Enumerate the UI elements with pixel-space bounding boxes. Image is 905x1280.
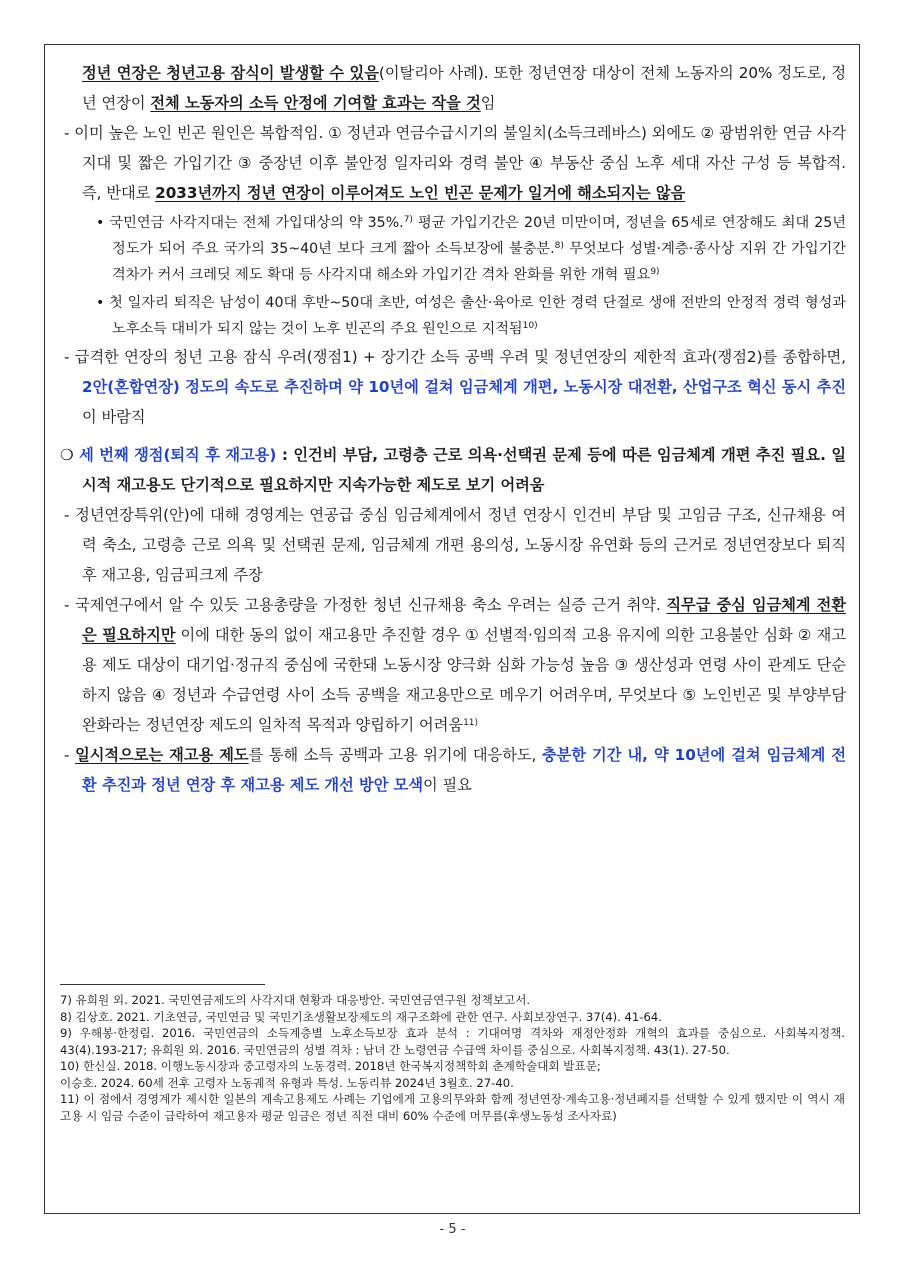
footnote-7: 7) 유희원 외. 2021. 국민연금제도의 사각지대 현황과 대응방안. 국민연금연구원 정책보고서. — [60, 993, 531, 1007]
bullet-pension-gap: • 국민연금 사각지대는 전체 가입대상의 약 35%.$^{7)}$ 평균 가입기간은 20년 미만이며, 정년을 65세로 연장해도 최대 25년 정도가 되어 주요 국가의 35~40년 보다 크게 짧아 소득보장에 불충분.$^{8)}$ 무엇보다 성별·계층·종사상 지위 간 가입기간 격차가 커서 크레딧 제도 확대 등 사각지대 해소와 가입기간 격차 완화를 위한 개혁 필요$^{9)}$ — [96, 215, 846, 283]
footnote-11: 11) 이 점에서 경영계가 제시한 일본의 계속고용제도 사례는 기업에게 고용의무와화 함께 정년연장·계속고용·정년폐지를 선택할 수 있게 했지만 이 역시 재고용 시 임금 수준이 급락하여 재고용자 평균 임금은 정년 직전 대비 60% 수준에 머무름(후생노동성 조사자료) — [60, 1092, 845, 1123]
paragraph-youth-employment: 정년 연장은 청년고용 잠식이 발생할 수 있음(이탈리아 사례). 또한 정년연장 대상이 전체 노동자의 20% 정도로, 정년 연장이 전체 노동자의 소득 안정에 기여할 효과는 작을 것임 — [82, 64, 846, 112]
footnote-divider — [60, 984, 265, 985]
bullet-first-job-retirement: • 첫 일자리 퇴직은 남성이 40대 후반~50대 초반, 여성은 출산·육아로 인한 경력 단절로 생애 전반의 안정적 경력 형성과 노후소득 대비가 되지 않는 것이 노후 빈곤의 주요 원인으로 지적됨$^{10)}$ — [96, 295, 846, 337]
dash-item-recommendation: - 일시적으로는 재고용 제도를 통해 소득 공백과 고용 위기에 대응하도, 충분한 기간 내, 약 10년에 걸쳐 임금체계 전환 추진과 정년 연장 후 재고용 제도 개선 방안 모색이 필요 — [64, 746, 847, 794]
footnote-10: 10) 한신실. 2018. 이행노동시장과 중고령자의 노동경력. 2018년 한국복지정책학회 춘계학술대회 발표문; — [60, 1059, 601, 1073]
footnote-10-cont: 이승호. 2024. 60세 전후 고령자 노동궤적 유형과 특성. 노동리뷰 2024년 3월호. 27-40. — [60, 1075, 514, 1090]
footnote-9: 9) 우해봉·한정림. 2016. 국민연금의 소득계층별 노후소득보장 효과 분석 : 기대여명 격차와 재정안정화 개혁의 효과를 중심으로. 사회복지정책. 43(4).193-217; 유희원 외. 2016. 국민연금의 성별 격차 : 남녀 간 노령연금 수급액 차이를 중심으로. 사회복지정책. 43(1). 27-50. — [60, 1026, 845, 1057]
footnotes — [60, 992, 845, 1124]
dash-item-rehire-risks: - 국제연구에서 알 수 있듯 고용총량을 가정한 청년 신규채용 축소 우려는 실증 근거 취약. 직무급 중심 임금체계 전환은 필요하지만 이에 대한 동의 없이 재고용만 추진할 경우 ① 선별적·임의적 고용 유지에 의한 고용불안 심화 ② 재고용 제도 대상이 대기업·정규직 중심에 국한돼 노동시장 양극화 심화 가능성 높음 ③ 생산성과 연령 사이 관계도 단순하지 않음 ④ 정년과 수급연령 사이 소득 공백을 재고용만으로 메우기 어려우며, 무엇보다 ⑤ 노인빈곤 및 부양부담 완화라는 정년연장 제도의 일차적 목적과 양립하기 어려움$^{11)}$ — [64, 596, 846, 734]
dash-item-employers-view: - 정년연장특위(안)에 대해 경영계는 연공급 중심 임금체계에서 정년 연장시 인건비 부담 및 고임금 구조, 신규채용 여력 축소, 고령층 근로 의욕 및 선택권 문제, 임금체계 개편 용의성, 노동시장 유연화 등의 근거로 정년연장보다 퇴직 후 재고용, 임금피크제 주장 — [64, 506, 846, 584]
body-content — [60, 58, 846, 800]
page-number: - 5 - — [439, 1222, 466, 1237]
footnote-8: 8) 김상호. 2021. 기초연금, 국민연금 및 국민기초생활보장제도의 재구조화에 관한 연구. 사회보장연구. 37(4). 41-64. — [60, 1009, 662, 1024]
dash-item-elderly-poverty: - 이미 높은 노인 빈곤 원인은 복합적임. ① 정년과 연금수급시기의 불일치(소득크레바스) 외에도 ② 광범위한 연금 사각지대 및 짧은 가입기간 ③ 중장년 이후 불안정 일자리와 경력 불안 ④ 부동산 중심 노후 세대 자산 구성 등 복합적. 즉, 반대로 2033년까지 정년 연장이 이루어져도 노인 빈곤 문제가 일거에 해소되지는 않음 — [64, 124, 847, 202]
section-third-issue: ❍ 세 번째 쟁점(퇴직 후 재고용) : 인건비 부담, 고령층 근로 의욕·선택권 문제 등에 따른 임금체계 개편 추진 필요. 일시적 재고용도 단기적으로 필요하지만 지속가능한 제도로 보기 어려움 — [60, 446, 846, 494]
dash-item-conclusion: - 급격한 연장의 청년 고용 잠식 우려(쟁점1) + 장기간 소득 공백 우려 및 정년연장의 제한적 효과(쟁점2)를 종합하면, 2안(혼합연장) 정도의 속도로 추진하며 약 10년에 걸쳐 임금체계 개편, 노동시장 대전환, 산업구조 혁신 동시 추진이 바람직 — [64, 348, 846, 426]
